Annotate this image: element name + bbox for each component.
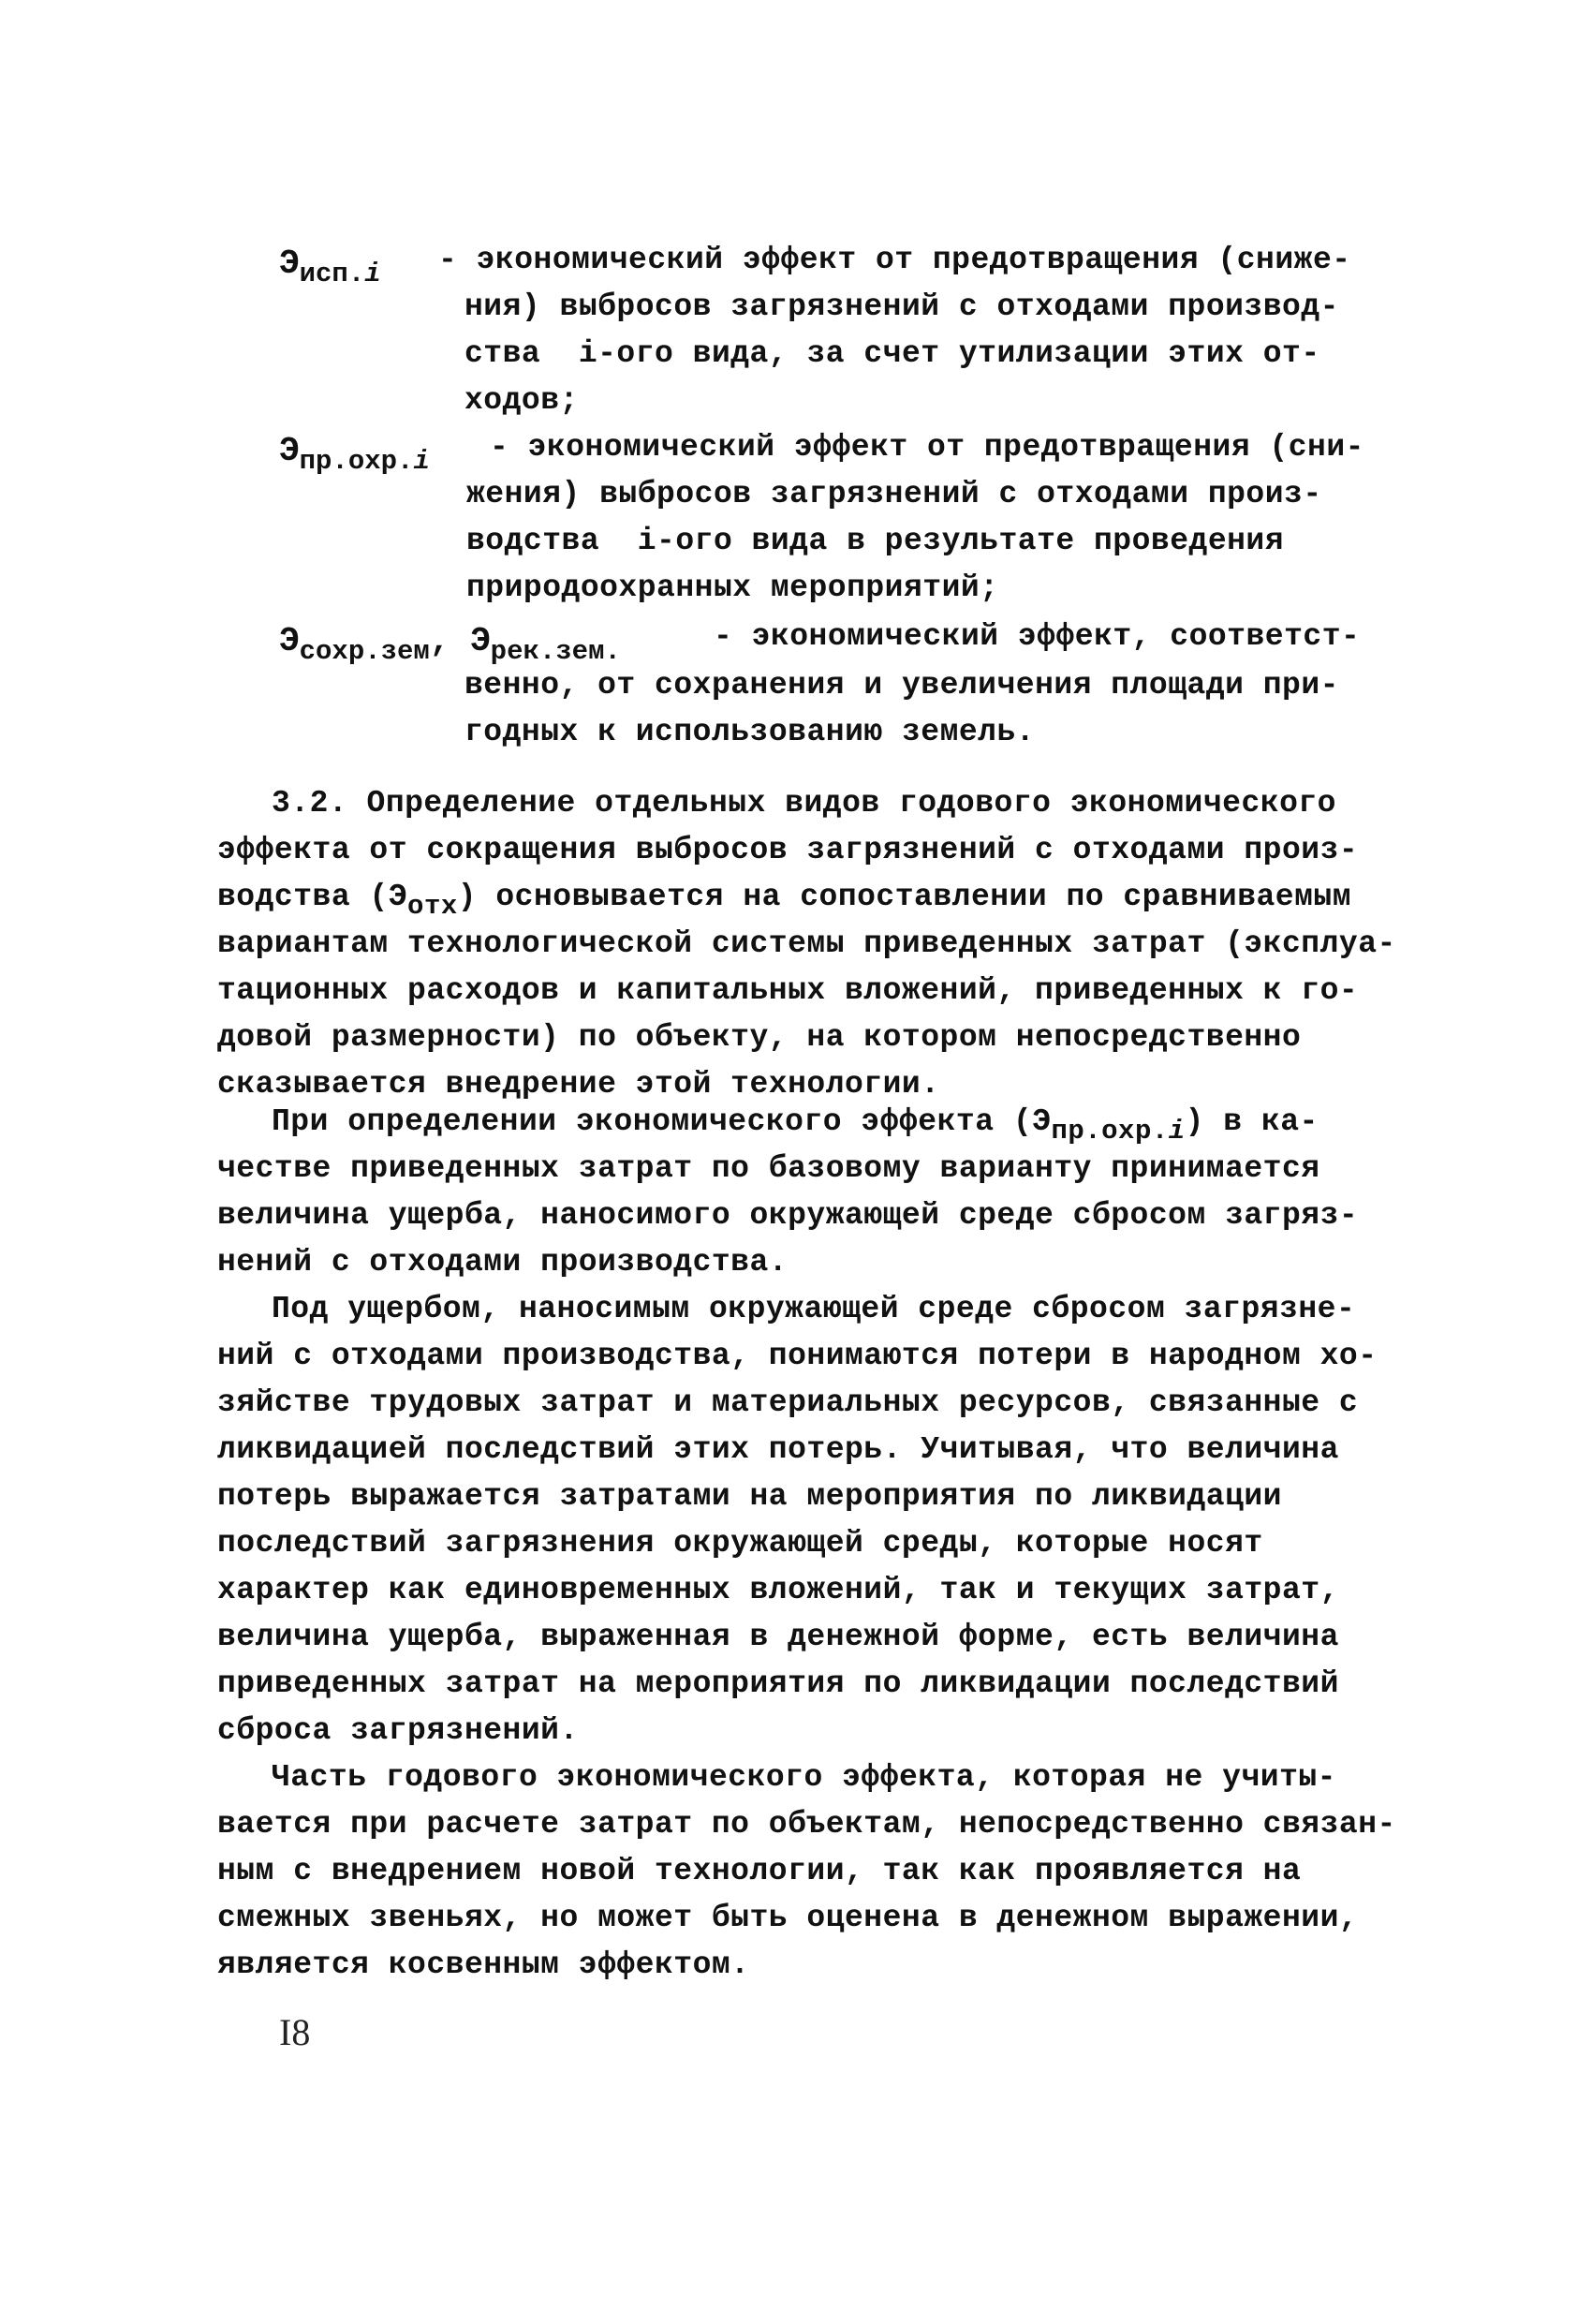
def3-line-2: венно, от сохранения и увеличения площади при-	[464, 668, 1339, 703]
section-3-2-line-2: эффекта от сокращения выбросов загрязнений с отходами произ-	[217, 833, 1359, 867]
section-3-2-line-5: тационных расходов и капитальных вложений, приведенных к го-	[217, 973, 1359, 1008]
def1-line-2: ния) выбросов загрязнений с отходами производ-	[464, 289, 1339, 324]
paragraph-4-line-3: ным с внедрением новой технологии, так как проявляется на	[217, 1854, 1302, 1888]
paragraph-3-line-5: потерь выражается затратами на мероприятия по ликвидации	[217, 1479, 1282, 1514]
section-3-2-line-6: довой размерности) по объекту, на котором непосредственно	[217, 1020, 1302, 1055]
section-3-2-line-4: вариантам технологической системы приведенных затрат (эксплуа-	[217, 926, 1396, 961]
paragraph-2-line-4: нений с отходами производства.	[217, 1245, 789, 1280]
def3-line-3: годных к использованию земель.	[464, 715, 1036, 749]
section-3-2-line-7: сказывается внедрение этой технологии.	[217, 1067, 940, 1102]
def2-line-3: водства i-ого вида в результате проведения	[466, 524, 1285, 558]
paragraph-3-line-7: характер как единовременных вложений, так и текущих затрат,	[217, 1573, 1339, 1607]
paragraph-2-line-2: честве приведенных затрат по базовому варианту принимается	[217, 1151, 1320, 1186]
paragraph-4-line-1: Часть годового экономического эффекта, которая не учиты-	[272, 1760, 1336, 1795]
def2-line-4: природоохранных мероприятий;	[466, 570, 999, 605]
paragraph-3-line-2: ний с отходами производства, понимаются потери в народном хо-	[217, 1339, 1378, 1373]
def1-line-1: - экономический эффект от предотвращения (сниже-	[438, 243, 1351, 277]
paragraph-4-line-2: вается при расчете затрат по объектам, непосредственно связан-	[217, 1807, 1396, 1842]
paragraph-4-line-4: смежных звеньях, но может быть оценена в денежном выражении,	[217, 1901, 1359, 1935]
section-3-2-line-3: водства $(Э_{отх})$ основывается на сопоставлении по сравниваемым	[217, 880, 1352, 922]
term-eisp-i: $Э_{исп.i}$	[279, 244, 381, 289]
paragraph-3-line-1: Под ущербом, наносимым окружающей среде сбросом загрязне-	[272, 1292, 1356, 1326]
def2-line-1: - экономический эффект от предотвращения (сни-	[490, 430, 1364, 465]
section-3-2-line-1: 3.2. Определение отдельных видов годового экономического	[272, 786, 1336, 821]
paragraph-4-line-5: является косвенным эффектом.	[217, 1947, 750, 1982]
paragraph-3-line-8: величина ущерба, выраженная в денежной форме, есть величина	[217, 1620, 1339, 1654]
paragraph-2-line-3: величина ущерба, наносимого окружающей среде сбросом загряз-	[217, 1198, 1359, 1233]
def1-line-4: ходов;	[464, 383, 579, 418]
def1-line-3: ства i-ого вида, за счет утилизации этих от-	[464, 336, 1320, 371]
paragraph-3-line-4: ликвидацией последствий этих потерь. Учитывая, что величина	[217, 1432, 1339, 1467]
paragraph-2-line-1: При определении экономического эффекта $(Э_{пр.охр.i})$ в ка-	[272, 1104, 1319, 1147]
page-number: I8	[279, 2011, 311, 2053]
def3-line-1: - экономический эффект, соответст-	[714, 619, 1361, 654]
paragraph-3-line-6: последствий загрязнения окружающей среды, которые носят	[217, 1526, 1263, 1561]
term-esohr-zem-erek-zem: $Э_{сохр.зем}$, $Э_{рек.зем.}$	[279, 622, 621, 667]
paragraph-3-line-3: зяйстве трудовых затрат и материальных ресурсов, связанные с	[217, 1385, 1359, 1420]
paragraph-3-line-9: приведенных затрат на мероприятия по ликвидации последствий	[217, 1666, 1339, 1701]
paragraph-3-line-10: сброса загрязнений.	[217, 1713, 579, 1748]
def2-line-2: жения) выбросов загрязнений с отходами произ-	[466, 477, 1322, 511]
term-epr-ohr-i: $Э_{пр.охр.i}$	[279, 432, 430, 477]
